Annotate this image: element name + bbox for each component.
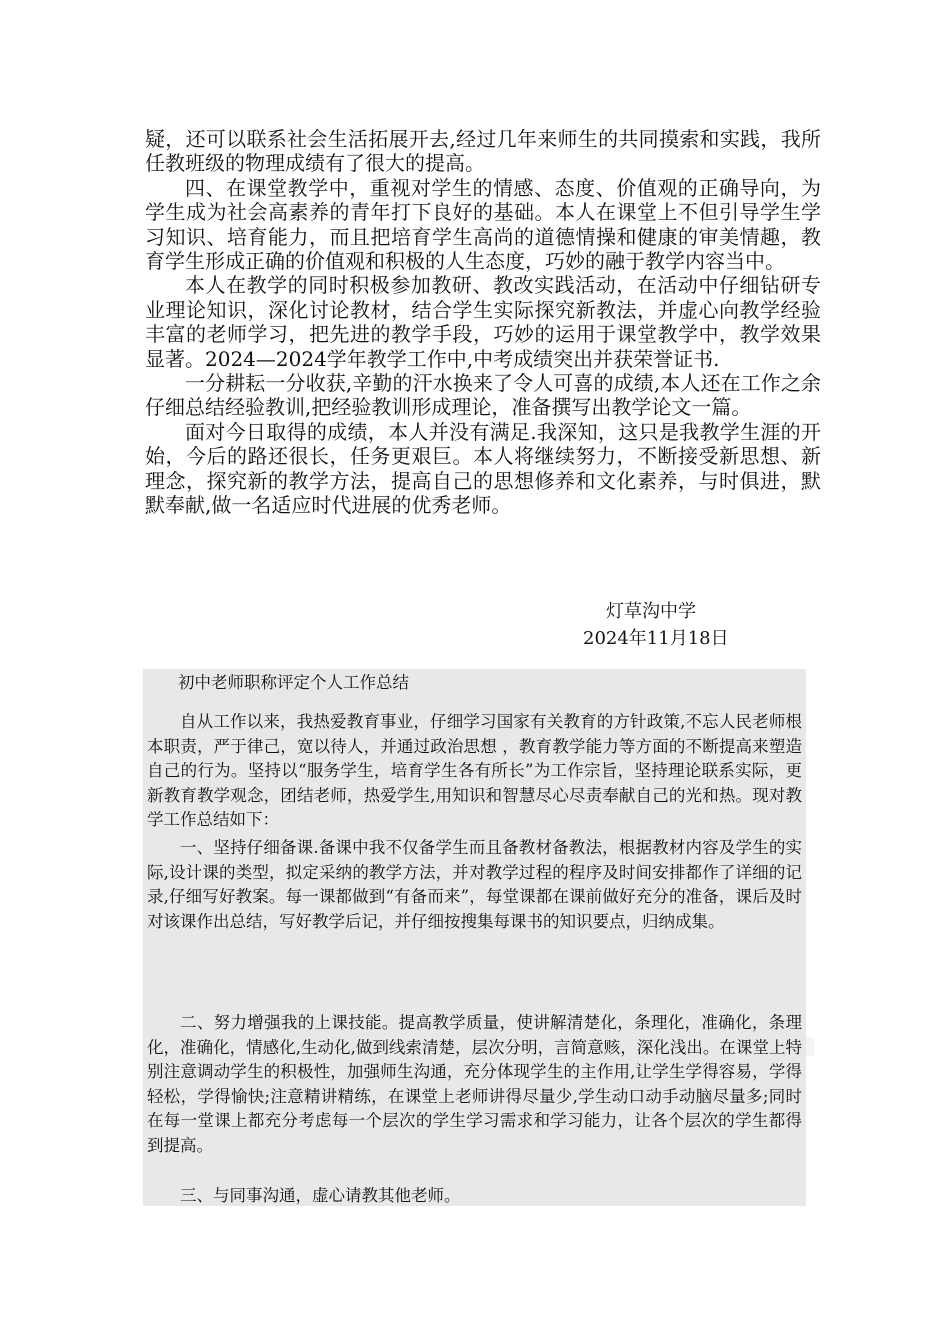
paragraph: 四、在课堂教学中，重视对学生的情感、态度、价值观的正确导向，为学生成为社会高素养的青年打下良好的基础。本人在课堂上不但引导学生学习知识、培育能力，而且把培育学生高尚的道德情操和健康的审美情趣，教育学生形成正确的价值观和积极的人生态度，巧妙的融于教学内容当中。: [145, 175, 821, 274]
paragraph: 面对今日取得的成绩，本人并没有满足.我深知，这只是我教学生涯的开始，今后的路还很长，任务更艰巨。本人将继续努力，不断接受新思想、新理念，探究新的教学方法，提高自己的思想修养和文化素养，与时俱进，默默奉献,做一名适应时代进展的优秀老师。: [145, 419, 821, 518]
paragraph: 自从工作以来，我热爱教育事业，仔细学习国家有关教育的方针政策,不忘人民老师根本职责，严于律己，宽以待人，并通过政治思想 ，教育教学能力等方面的不断提高来塑造自己的行为。坚持以“服务学生，培育学生各有所长”为工作宗旨，坚持理论联系实际，更新教育教学观念，团结老师，热爱学生,用知识和智慧尽心尽责奉献自己的光和热。现对教学工作总结如下：: [147, 712, 802, 830]
summary-continuation: [145, 127, 821, 518]
shading-edge: [806, 1038, 814, 1056]
paragraph: 二、努力增强我的上课技能。提高教学质量，使讲解清楚化，条理化，准确化，条理化，准确化，情感化,生动化,做到线索清楚，层次分明，言简意赅，深化浅出。在课堂上特别注意调动学生的积极性，加强师生沟通，充分体现学生的主作用,让学生学得容易，学得轻松，学得愉快;注意精讲精练，在课堂上老师讲得尽量少,学生动口动手动脑尽量多;同时在每一堂课上都充分考虑每一个层次的学生学习需求和学习能力，让各个层次的学生都得到提高。: [147, 1013, 802, 1155]
signature-school: 灯草沟中学: [606, 601, 696, 622]
paragraph: 疑，还可以联系社会生活拓展开去,经过几年来师生的共同摸索和实践，我所任教班级的物理成绩有了很大的提高。: [145, 127, 821, 176]
paragraph: 三、与同事沟通，虚心请教其他老师。: [180, 1186, 461, 1205]
signature-date: 2024年11月18日: [583, 628, 729, 649]
paragraph: 一、坚持仔细备课.备课中我不仅备学生而且备教材备教法，根据教材内容及学生的实际,设计课的类型，拟定采纳的教学方法，并对教学过程的程序及时间安排都作了详细的记录,仔细写好教案。每一课都做到“有备而来”，每堂课都在课前做好充分的准备，课后及时对该课作出总结，写好教学后记，并仔细按搜集每课书的知识要点，归纳成集。: [147, 838, 802, 931]
shaded-summary-block: [143, 669, 806, 1206]
paragraph: 本人在教学的同时积极参加教研、教改实践活动，在活动中仔细钻研专业理论知识，深化讨论教材，结合学生实际探究新教法，并虚心向教学经验丰富的老师学习，把先进的教学手段，巧妙的运用于课堂教学中，教学效果显著。2024—2024学年教学工作中,中考成绩突出并获荣誉证书.: [145, 273, 821, 371]
summary-heading: 初中老师职称评定个人工作总结: [178, 673, 409, 692]
paragraph: 一分耕耘一分收获,辛勤的汗水换来了令人可喜的成绩,本人还在工作之余仔细总结经验教训,把经验教训形成理论，准备撰写出教学论文一篇。: [145, 371, 821, 420]
